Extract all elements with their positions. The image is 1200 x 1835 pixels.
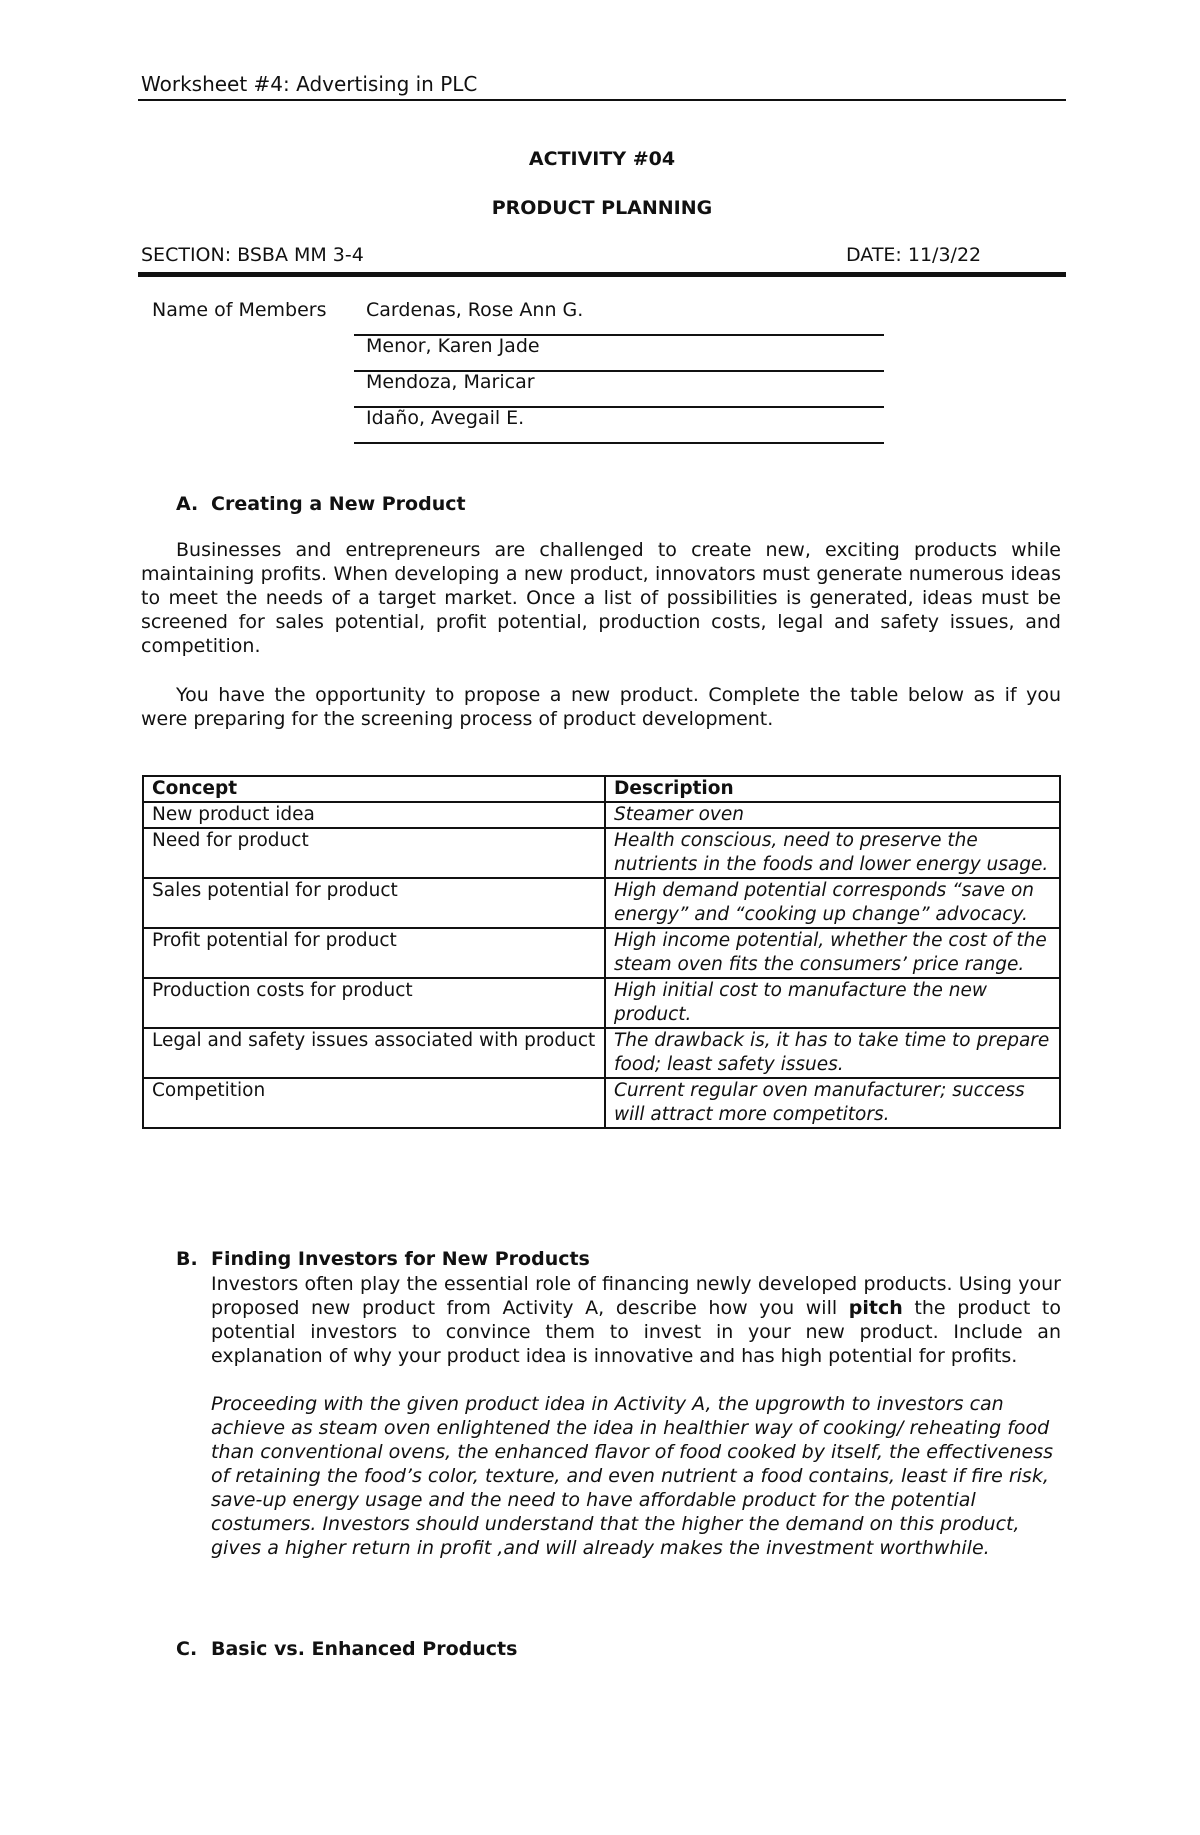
- table-header-row: [143, 776, 1060, 802]
- date-label: DATE: 11/3/22: [846, 244, 982, 266]
- section-a-paragraph-1: Businesses and entrepreneurs are challenged to create new, exciting products while maintaining profits. When developing a new product, innovators must generate numerous ideas to meet the needs of a target market. Once a list of possibilities is generated, ideas must be screened for sales potential, profit potential, production costs, legal and safety issues, and competition.: [141, 539, 1061, 657]
- section-a-paragraph-2: You have the opportunity to propose a new product. Complete the table below as if you were preparing for the screening process of product development.: [141, 684, 1061, 730]
- section-b-instructions: [211, 1272, 1061, 1368]
- description-cell: High demand potential corresponds “save on energy” and “cooking up change” advocacy.: [605, 878, 1060, 928]
- member-name: Cardenas, Rose Ann G.: [366, 299, 584, 321]
- concept-cell: Sales potential for product: [143, 878, 605, 928]
- product-screening-table: [142, 775, 1061, 1129]
- table-row: [143, 802, 1060, 828]
- description-cell: Health conscious, need to preserve the nutrients in the foods and lower energy usage.: [605, 828, 1060, 878]
- concept-cell: Profit potential for product: [143, 928, 605, 978]
- concept-cell: New product idea: [143, 802, 605, 828]
- section-b-answer: Proceeding with the given product idea in Activity A, the upgrowth to investors can achieve as steam oven enlightened the idea in healthier way of cooking/ reheating food than conventional ovens, the enhanced flavor of food cooked by itself, the effectiveness of retaining the food’s color, texture, and even nutrient a food contains, least if fire risk, save-up energy usage and the need to have affordable product for the potential costumers. Investors should understand that the higher the demand on this product, gives a higher return in profit ,and will already makes the investment worthwhile.: [211, 1393, 1053, 1559]
- member-line: [354, 370, 884, 408]
- table-row: [143, 978, 1060, 1028]
- section-label: SECTION: BSBA MM 3-4: [141, 244, 364, 266]
- member-name: Menor, Karen Jade: [366, 335, 540, 357]
- member-line: [354, 406, 884, 444]
- section-a-title: Creating a New Product: [211, 493, 466, 515]
- table-row: [143, 1028, 1060, 1078]
- header-concept: Concept: [143, 776, 605, 802]
- description-cell: Current regular oven manufacturer; success will attract more competitors.: [605, 1078, 1060, 1128]
- instructions-text: Investors often play the essential role of financing newly developed products. Using your proposed new product from Activity A, describe how you will: [211, 1273, 1061, 1319]
- section-c-letter: C.: [176, 1638, 198, 1660]
- description-cell: High initial cost to manufacture the new product.: [605, 978, 1060, 1028]
- header-description: Description: [605, 776, 1060, 802]
- concept-cell: Legal and safety issues associated with product: [143, 1028, 605, 1078]
- instructions-text: the product to potential investors to convince them to invest in your new product. Include an explanation of why your product idea is innovative and has high potential for profits.: [211, 1297, 1061, 1367]
- concept-cell: Production costs for product: [143, 978, 605, 1028]
- section-b-letter: B.: [176, 1248, 198, 1270]
- worksheet-header-title: Worksheet #4: Advertising in PLC: [141, 72, 478, 96]
- section-c-title: Basic vs. Enhanced Products: [211, 1638, 518, 1660]
- meta-divider: [138, 272, 1066, 277]
- section-a-letter: A.: [176, 493, 199, 515]
- description-cell: Steamer oven: [605, 802, 1060, 828]
- table-row: [143, 1078, 1060, 1128]
- concept-cell: Competition: [143, 1078, 605, 1128]
- header-divider: [138, 99, 1066, 101]
- description-cell: The drawback is, it has to take time to prepare food; least safety issues.: [605, 1028, 1060, 1078]
- member-name: Idaño, Avegail E.: [366, 407, 525, 429]
- section-b-title: Finding Investors for New Products: [211, 1248, 590, 1270]
- member-line: [354, 334, 884, 372]
- table-row: [143, 828, 1060, 878]
- table-row: [143, 928, 1060, 978]
- pitch-emphasis: pitch: [848, 1297, 903, 1319]
- members-label: Name of Members: [152, 299, 327, 321]
- concept-cell: Need for product: [143, 828, 605, 878]
- description-cell: High income potential, whether the cost of the steam oven fits the consumers’ price range.: [605, 928, 1060, 978]
- activity-title: PRODUCT PLANNING: [491, 197, 713, 219]
- table-row: [143, 878, 1060, 928]
- member-line: [354, 298, 884, 336]
- activity-number: ACTIVITY #04: [528, 148, 676, 170]
- member-name: Mendoza, Maricar: [366, 371, 535, 393]
